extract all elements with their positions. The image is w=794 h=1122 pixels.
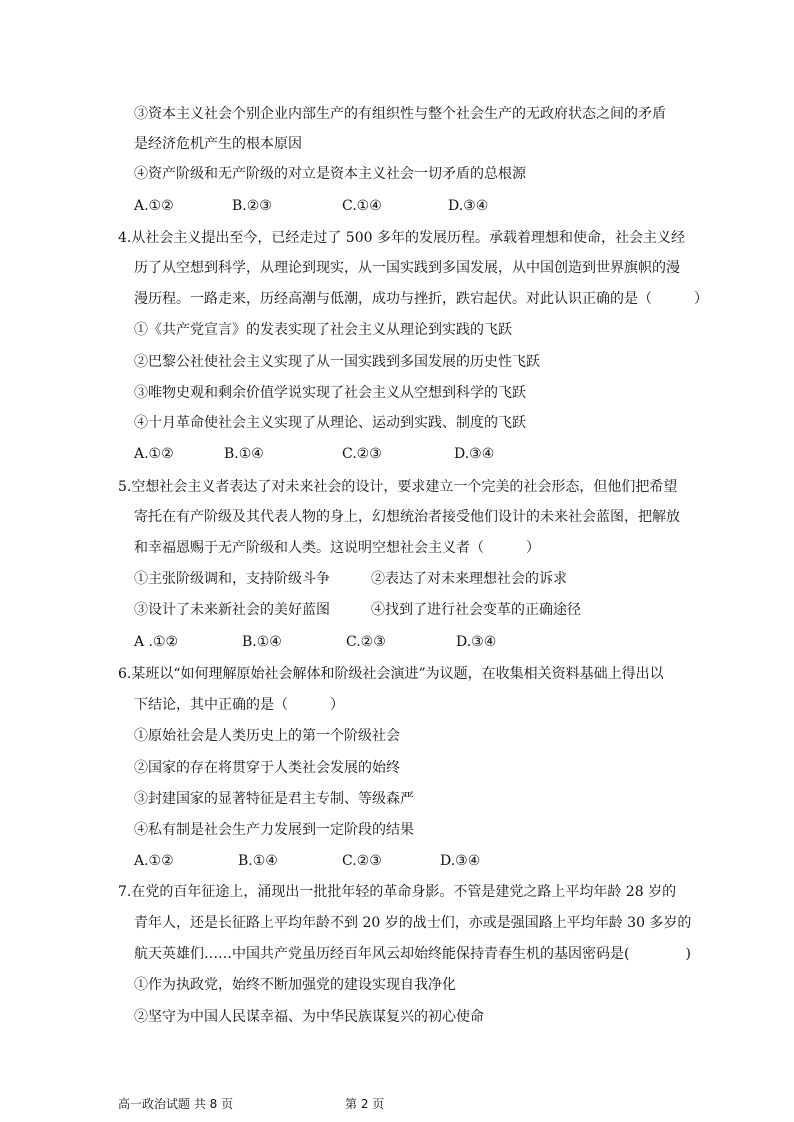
q5-statement-2: ②表达了对未来理想社会的诉求 xyxy=(371,571,567,587)
q5-stem-line-3: 和幸福恩赐于无产阶级和人类。这说明空想社会主义者（ ） xyxy=(134,540,540,556)
q4-statement-1: ①《共产党宣言》的发表实现了社会主义从理论到实践的飞跃 xyxy=(134,322,512,338)
option-b: B.①④ xyxy=(238,853,278,869)
statement-4: ④资产阶级和无产阶级的对立是资本主义社会一切矛盾的总根源 xyxy=(134,166,526,182)
q4-statement-3: ③唯物史观和剩余价值学说实现了社会主义从空想到科学的飞跃 xyxy=(134,385,526,401)
q6-statement-2: ②国家的存在将贯穿于人类社会发展的始终 xyxy=(134,760,400,776)
q6-statement-3: ③封建国家的显著特征是君主专制、等级森严 xyxy=(134,791,414,807)
option-a: A.①② xyxy=(134,853,174,869)
option-a: A.①② xyxy=(134,198,174,214)
option-b: B.②③ xyxy=(232,198,272,214)
q7-stem-line-3: 航天英雄们……中国共产党虽历经百年风云却始终能保持青春生机的基因密码是( ) xyxy=(134,946,691,962)
option-b: B.①④ xyxy=(224,446,264,462)
options-row-q3 xyxy=(134,196,694,216)
q4-stem-line-2: 历了从空想到科学，从理论到现实，从一国实践到多国发展，从中国创造到世界旗帜的漫 xyxy=(134,260,680,276)
q5-statement-1: ①主张阶级调和，支持阶级斗争 xyxy=(134,571,330,587)
q7-statement-2: ②坚守为中国人民谋幸福、为中华民族谋复兴的初心使命 xyxy=(134,1009,484,1025)
option-d: D.③④ xyxy=(454,446,495,462)
q4-stem-line-3: 漫历程。一路走来，历经高潮与低潮，成功与挫折，跌宕起伏。对此认识正确的是（ ） xyxy=(134,291,708,307)
q5-statement-3: ③设计了未来新社会的美好蓝图 xyxy=(134,602,330,618)
options-row-q4 xyxy=(134,444,694,464)
option-d: D.③④ xyxy=(456,634,497,650)
q7-stem-line-2: 青年人，还是长征路上平均年龄不到 20 岁的战士们，亦或是强国路上平均年龄 30 多岁的 xyxy=(134,915,692,931)
option-d: D.③④ xyxy=(448,198,489,214)
q7-stem-line-1: 7.在党的百年征途上，涌现出一批批年轻的革命身影。不管是建党之路上平均年龄 28 岁的 xyxy=(118,884,677,900)
q7-statement-1: ①作为执政党，始终不断加强党的建设实现自我净化 xyxy=(134,977,456,993)
options-row-q6 xyxy=(134,851,694,871)
option-a: A.①② xyxy=(134,446,174,462)
q5-statement-4: ④找到了进行社会变革的正确途径 xyxy=(371,602,581,618)
option-b: B.①④ xyxy=(242,634,282,650)
q4-statement-4: ④十月革命使社会主义实现了从理论、运动到实践、制度的飞跃 xyxy=(134,415,526,431)
q6-statement-4: ④私有制是社会生产力发展到一定阶段的结果 xyxy=(134,822,414,838)
option-a: A .①② xyxy=(134,634,179,650)
footer-exam-info: 高一政治试题 共 8 页 xyxy=(118,1097,234,1111)
statement-3-line-1: ③资本主义社会个别企业内部生产的有组织性与整个社会生产的无政府状态之间的矛盾 xyxy=(134,106,666,122)
footer-page-number: 第 2 页 xyxy=(345,1097,385,1111)
statement-3-line-2: 是经济危机产生的根本原因 xyxy=(134,136,302,152)
options-row-q5 xyxy=(134,632,694,652)
q6-stem-line-2: 下结论，其中正确的是（ ） xyxy=(134,697,344,713)
q6-statement-1: ①原始社会是人类历史上的第一个阶级社会 xyxy=(134,728,400,744)
q4-statement-2: ②巴黎公社使社会主义实现了从一国实践到多国发展的历史性飞跃 xyxy=(134,354,540,370)
option-c: C.②③ xyxy=(342,853,382,869)
option-c: C.①④ xyxy=(342,198,382,214)
option-d: D.③④ xyxy=(440,853,481,869)
option-c: C.②③ xyxy=(342,446,382,462)
q5-stem-line-1: 5.空想社会主义者表达了对未来社会的设计，要求建立一个完美的社会形态，但他们把希望 xyxy=(118,479,678,495)
q4-stem-line-1: 4.从社会主义提出至今，已经走过了 500 多年的发展历程。承载着理想和使命，社会主义经 xyxy=(118,230,685,246)
q5-stem-line-2: 寄托在有产阶级及其代表人物的身上，幻想统治者接受他们设计的未来社会蓝图，把解放 xyxy=(134,509,680,525)
q6-stem-line-1: 6.某班以“如何理解原始社会解体和阶级社会演进”为议题，在收集相关资料基础上得出以 xyxy=(118,666,664,682)
option-c: C.②③ xyxy=(346,634,386,650)
